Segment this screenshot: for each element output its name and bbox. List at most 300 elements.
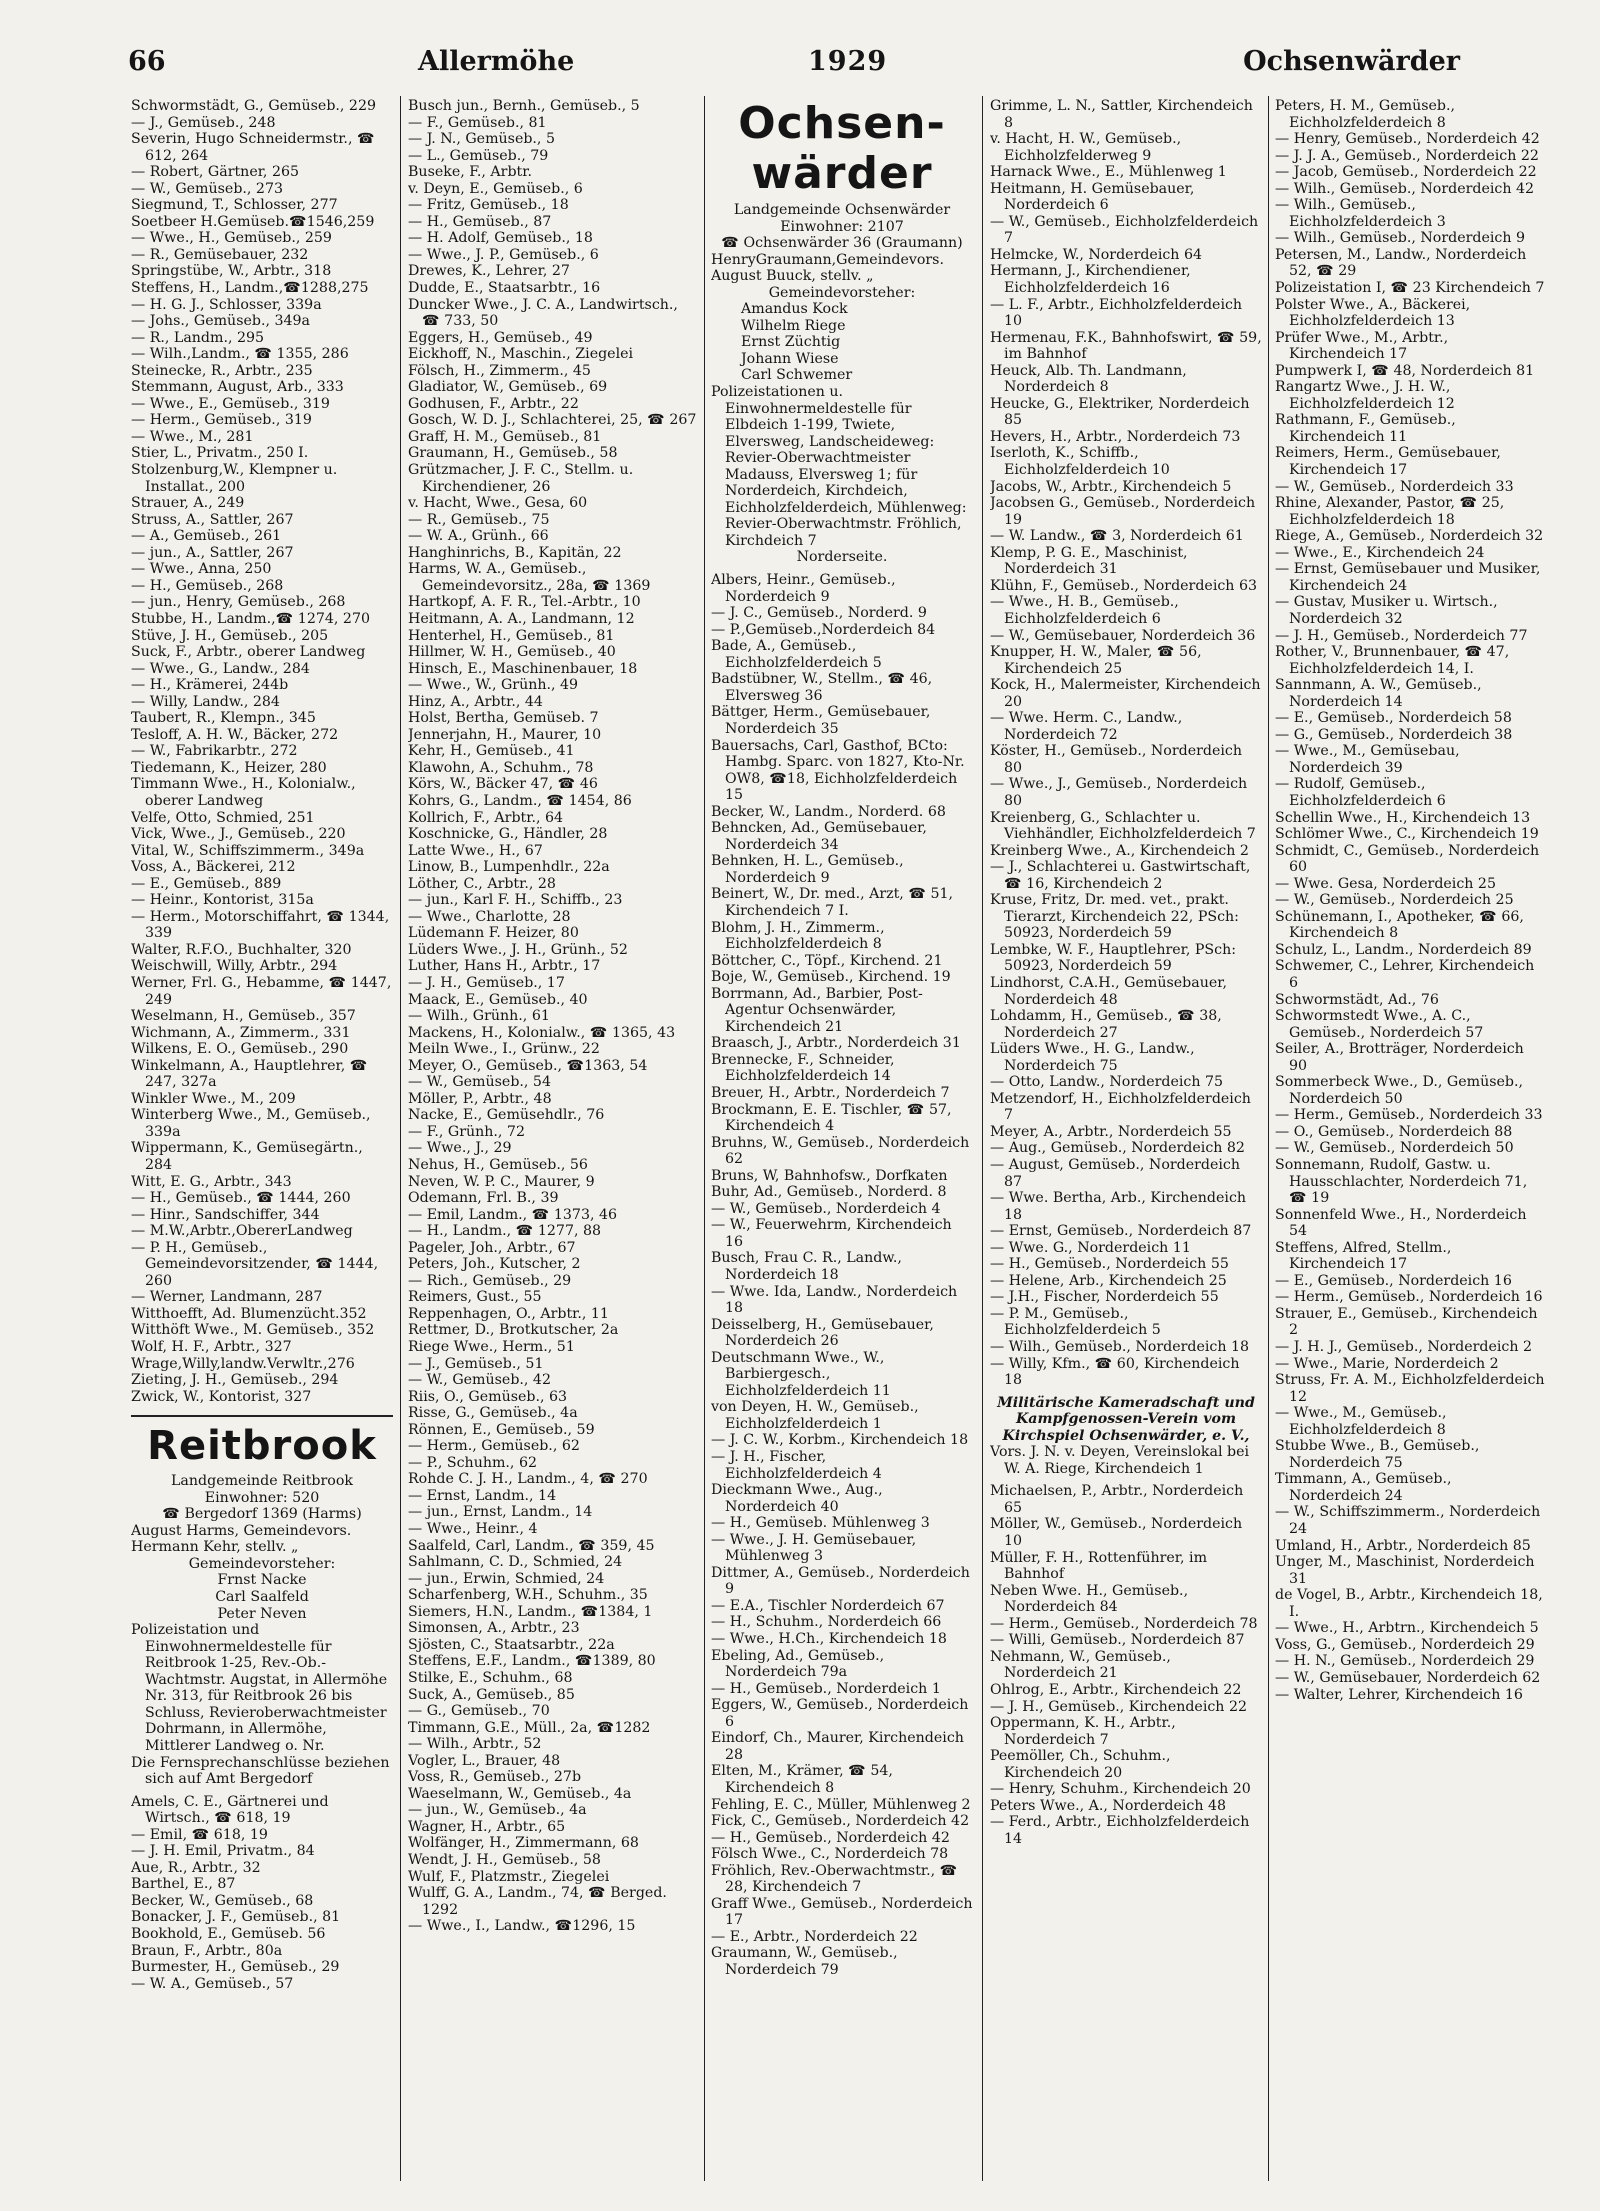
column-divider bbox=[982, 96, 983, 2181]
header-right-place: Ochsenwärder bbox=[1243, 46, 1460, 77]
list-item: Timmann, A., Gemüseb., Norderdeich 24 bbox=[1275, 1471, 1452, 1504]
list-item: HenryGraumann,Gemeindevors. bbox=[711, 251, 944, 268]
list-item: — J. N., Gemüseb., 5 bbox=[408, 131, 555, 148]
list-item: — W., Gemüseb., Norderdeich 4 bbox=[711, 1200, 941, 1217]
list-item: Jacobs, W., Arbtr., Kirchendeich 5 bbox=[990, 478, 1232, 495]
list-item: Risse, G., Gemüseb., 4a bbox=[408, 1405, 578, 1422]
list-item: Rettmer, D., Brotkutscher, 2a bbox=[408, 1322, 619, 1339]
list-item: Steffens, H., Landm.,☎1288,275 bbox=[131, 280, 369, 297]
list-item: Rother, V., Brunnenbauer, ☎ 47, Eichholzfelderdeich 14, I. bbox=[1275, 644, 1510, 677]
list-item: — Herm., Gemüseb., Norderdeich 78 bbox=[990, 1615, 1258, 1632]
list-item: Lindhorst, C.A.H., Gemüsebauer, Norderdeich 48 bbox=[990, 974, 1227, 1008]
list-item: — Werner, Landmann, 287 bbox=[131, 1289, 323, 1306]
list-item: — J. H., Gemüseb., 17 bbox=[408, 974, 565, 991]
list-item: — Otto, Landw., Norderdeich 75 bbox=[990, 1074, 1224, 1091]
list-item: — W. A., Gemüseb., 57 bbox=[131, 1975, 294, 1992]
list-item: Brennecke, F., Schneider, Eichholzfelderdeich 14 bbox=[711, 1051, 895, 1085]
list-item: Neben Wwe. H., Gemüseb., Norderdeich 84 bbox=[990, 1582, 1189, 1616]
column-2 bbox=[408, 98, 698, 2178]
list-item: Struss, A., Sattler, 267 bbox=[131, 511, 294, 528]
list-item: Velfe, Otto, Schmied, 251 bbox=[131, 809, 315, 826]
list-item: Becker, W., Gemüseb., 68 bbox=[131, 1892, 314, 1909]
list-item: Schwemer, C., Lehrer, Kirchendeich 6 bbox=[1275, 958, 1535, 991]
list-item: Pageler, Joh., Arbtr., 67 bbox=[408, 1239, 576, 1256]
list-item: Suck, F., Arbtr., oberer Landweg bbox=[131, 644, 366, 661]
list-item: — H., Gemüseb., Norderdeich 42 bbox=[711, 1829, 950, 1846]
ochsenwaerder-officials bbox=[711, 252, 973, 285]
list-item: — F., Gemüseb., 81 bbox=[408, 114, 547, 131]
list-item: Metzendorf, H., Eichholzfelderdeich 7 bbox=[990, 1090, 1251, 1124]
list-item: — Wwe., J. H. Gemüsebauer, Mühlenweg 3 bbox=[711, 1531, 917, 1565]
list-item: Kohrs, G., Landm., ☎ 1454, 86 bbox=[408, 792, 632, 809]
list-item: Riis, O., Gemüseb., 63 bbox=[408, 1388, 568, 1405]
list-item: — jun., W., Gemüseb., 4a bbox=[408, 1802, 587, 1819]
list-item: — Hinr., Sandschiffer, 344 bbox=[131, 1206, 320, 1223]
list-item: Kreinberg Wwe., A., Kirchendeich 2 bbox=[990, 842, 1249, 859]
list-item: Witt, E. G., Arbtr., 343 bbox=[131, 1173, 292, 1190]
list-item: — H., Gemüseb., ☎ 1444, 260 bbox=[131, 1190, 351, 1207]
list-item: Steinecke, R., Arbtr., 235 bbox=[131, 362, 313, 379]
list-item: — Robert, Gärtner, 265 bbox=[131, 164, 300, 181]
list-item: — J., Gemüseb., 51 bbox=[408, 1355, 544, 1372]
list-item: Tesloff, A. H. W., Bäcker, 272 bbox=[131, 726, 339, 743]
list-item: Helmcke, W., Norderdeich 64 bbox=[990, 246, 1203, 263]
list-item: — Emil, ☎ 618, 19 bbox=[131, 1826, 268, 1843]
list-item: Schwormstädt, G., Gemüseb., 229 bbox=[131, 98, 377, 114]
list-item: Stubbe, H., Landm.,☎ 1274, 270 bbox=[131, 610, 370, 627]
list-item: — O., Gemüseb., Norderdeich 88 bbox=[1275, 1123, 1513, 1140]
list-item: Braasch, J., Arbtr., Norderdeich 31 bbox=[711, 1035, 961, 1052]
list-item: Witthöft Wwe., M. Gemüseb., 352 bbox=[131, 1322, 375, 1339]
list-item: — jun., Henry, Gemüseb., 268 bbox=[131, 594, 346, 611]
list-item: Fröhlich, Rev.-Oberwachtmstr., ☎ 28, Kirchendeich 7 bbox=[711, 1862, 958, 1896]
list-item: Werner, Frl. G., Hebamme, ☎ 1447, 249 bbox=[131, 974, 392, 1008]
list-item: Graff, H. M., Gemüseb., 81 bbox=[408, 428, 602, 445]
list-item: Koschnicke, G., Händler, 28 bbox=[408, 826, 608, 843]
list-item: — J. C. W., Korbm., Kirchendeich 18 bbox=[711, 1432, 969, 1449]
list-item: Stubbe Wwe., B., Gemüseb., Norderdeich 75 bbox=[1275, 1438, 1480, 1471]
list-item: Carl Saalfeld bbox=[215, 1589, 309, 1606]
list-item: Meyer, O., Gemüseb., ☎1363, 54 bbox=[408, 1057, 648, 1074]
list-item: Ohlrog, E., Arbtr., Kirchendeich 22 bbox=[990, 1681, 1242, 1698]
list-item: Stilke, E., Schuhm., 68 bbox=[408, 1669, 573, 1686]
list-item: de Vogel, B., Arbtr., Kirchendeich 18, I. bbox=[1275, 1587, 1543, 1620]
list-item: Siegmund, T., Schlosser, 277 bbox=[131, 197, 338, 214]
list-item: Umland, H., Arbtr., Norderdeich 85 bbox=[1275, 1537, 1531, 1554]
list-item: — Heinr., Kontorist, 315a bbox=[131, 892, 314, 909]
list-item: Fölsch Wwe., C., Norderdeich 78 bbox=[711, 1846, 949, 1863]
list-item: Bruns, W, Bahnhofsw., Dorfkaten bbox=[711, 1167, 948, 1184]
list-item: Meyer, A., Arbtr., Norderdeich 55 bbox=[990, 1123, 1232, 1140]
list-item: ☎ Ochsenwärder 36 (Graumann) bbox=[721, 235, 963, 252]
list-item: — F., Grünh., 72 bbox=[408, 1123, 525, 1140]
list-item: Vital, W., Schiffszimmerm., 349a bbox=[131, 842, 365, 859]
list-item: — E., Gemüseb., 889 bbox=[131, 875, 282, 892]
list-item: Reppenhagen, O., Arbtr., 11 bbox=[408, 1305, 609, 1322]
list-item: Saalfeld, Carl, Landm., ☎ 359, 45 bbox=[408, 1537, 655, 1554]
list-item: — Wwe., M., Gemüsebau, Norderdeich 39 bbox=[1275, 743, 1460, 776]
list-item: Linow, B., Lumpenhdlr., 22a bbox=[408, 859, 610, 876]
list-item: Michaelsen, P., Arbtr., Norderdeich 65 bbox=[990, 1483, 1244, 1516]
list-item: — W., Gemüseb., 54 bbox=[408, 1074, 551, 1091]
list-item: Frnst Nacke bbox=[217, 1572, 307, 1589]
list-item: Brockmann, E. E. Tischler, ☎ 57, Kirchendeich 4 bbox=[711, 1101, 952, 1135]
list-item: Knupper, H. W., Maler, ☎ 56, Kirchendeich 25 bbox=[990, 644, 1202, 677]
list-item: — R., Gemüseb., 75 bbox=[408, 511, 550, 528]
list-item: v. Deyn, E., Gemüseb., 6 bbox=[408, 180, 583, 197]
list-item: Stier, L., Privatm., 250 I. bbox=[131, 445, 309, 462]
list-item: Heitmann, A. A., Landmann, 12 bbox=[408, 610, 635, 627]
list-item: Eggers, W., Gemüseb., Norderdeich 6 bbox=[711, 1697, 969, 1730]
list-item: — H., Gemüseb., 87 bbox=[408, 213, 552, 230]
list-item: — Henry, Schuhm., Kirchendeich 20 bbox=[990, 1781, 1251, 1798]
list-item: Meiln Wwe., I., Grünw., 22 bbox=[408, 1041, 600, 1058]
list-item: — J. C., Gemüseb., Norderd. 9 bbox=[711, 605, 927, 622]
list-item: Elten, M., Krämer, ☎ 54, Kirchendeich 8 bbox=[711, 1763, 893, 1796]
list-item: Lüders Wwe., H. G., Landw., Norderdeich 75 bbox=[990, 1041, 1195, 1074]
list-item: — W., Gemüsebauer, Norderdeich 36 bbox=[990, 627, 1256, 644]
ochsenwaerder-police-note: Polizeistationen u. Einwohnermeldestelle für Elbdeich 1-199, Twiete, Elversweg, Landscheideweg: Revier-Oberwachtmeister Madauss, Elversweg 1; für Norderdeich, Kirchdeich, Eichholzfelderdeich, Mühlenweg: Revier-Oberwachtmstr. Fröhlich, Kirchdeich 7 bbox=[711, 384, 967, 549]
list-item: Godhusen, F., Arbtr., 22 bbox=[408, 395, 579, 412]
list-item: — P. M., Gemüseb., Eichholzfelderdeich 5 bbox=[990, 1305, 1161, 1339]
list-item: Weischwill, Willy, Arbtr., 294 bbox=[131, 958, 338, 975]
list-item: Buseke, F., Arbtr. bbox=[408, 164, 532, 181]
list-item: Voss, A., Bäckerei, 212 bbox=[131, 859, 296, 876]
list-item: Vogler, L., Brauer, 48 bbox=[408, 1752, 561, 1769]
list-item: Witthoefft, Ad. Blumenzücht.352 bbox=[131, 1305, 367, 1322]
column-divider bbox=[400, 96, 401, 2181]
list-item: Eindorf, Ch., Maurer, Kirchendeich 28 bbox=[711, 1730, 964, 1763]
list-item: Vick, Wwe., J., Gemüseb., 220 bbox=[131, 826, 346, 843]
list-item: — Wwe., H. B., Gemüseb., Eichholzfelderdeich 6 bbox=[990, 594, 1179, 627]
list-item: Hinz, A., Arbtr., 44 bbox=[408, 693, 543, 710]
list-item: Odemann, Frl. B., 39 bbox=[408, 1190, 559, 1207]
list-item: — E.A., Tischler Norderdeich 67 bbox=[711, 1597, 945, 1614]
list-item: Wolf, H. F., Arbtr., 327 bbox=[131, 1339, 292, 1356]
list-item: Kruse, Fritz, Dr. med. vet., prakt. Tierarzt, Kirchendeich 22, PSch: 50923, Norderdeich 59 bbox=[990, 892, 1239, 942]
list-item: Landgemeinde Ochsenwärder bbox=[733, 202, 951, 218]
list-item: Badstübner, W., Stellm., ☎ 46, Elversweg 36 bbox=[711, 671, 933, 704]
list-item: Fehling, E. C., Müller, Mühlenweg 2 bbox=[711, 1796, 971, 1813]
list-item: Reimers, Herm., Gemüsebauer, Kirchendeich 17 bbox=[1275, 445, 1501, 479]
list-item: — Rich., Gemüseb., 29 bbox=[408, 1272, 572, 1289]
list-item: Grützmacher, J. F. C., Stellm. u. Kirchendiener, 26 bbox=[408, 462, 634, 495]
list-item: Klawohn, A., Schuhm., 78 bbox=[408, 759, 594, 776]
list-item: Taubert, R., Klempn., 345 bbox=[131, 710, 316, 727]
list-item: Kehr, H., Gemüseb., 41 bbox=[408, 743, 575, 760]
section-title-ochsenwaerder-1: Ochsen- bbox=[738, 98, 946, 149]
list-item: Tiedemann, K., Heizer, 280 bbox=[131, 759, 327, 776]
list-item: Winkelmann, A., Hauptlehrer, ☎ 247, 327a bbox=[131, 1057, 368, 1091]
list-item: Burmester, H., Gemüseb., 29 bbox=[131, 1959, 340, 1976]
list-item: Hermann, J., Kirchendiener, Eichholzfelderdeich 16 bbox=[990, 263, 1191, 297]
list-item: Hillmer, W. H., Gemüseb., 40 bbox=[408, 644, 616, 661]
list-item: — Wwe., E., Gemüseb., 319 bbox=[131, 395, 330, 412]
list-item: — J. H., Fischer, Eichholzfelderdeich 4 bbox=[711, 1449, 882, 1482]
list-item: Luther, Hans H., Arbtr., 17 bbox=[408, 958, 601, 975]
list-item: Timmann, G.E., Müll., 2a, ☎1282 bbox=[408, 1719, 651, 1736]
list-item: — Willy, Landw., 284 bbox=[131, 693, 280, 710]
list-item: Behncken, Ad., Gemüsebauer, Norderdeich 34 bbox=[711, 820, 927, 853]
ochsenwaerder-board bbox=[711, 301, 973, 384]
list-item: Wendt, J. H., Gemüseb., 58 bbox=[408, 1851, 601, 1868]
list-item: — Wwe., W., Grünh., 49 bbox=[408, 677, 579, 694]
list-item: — Wwe., H.Ch., Kirchendeich 18 bbox=[711, 1631, 947, 1648]
list-item: Heucke, G., Elektriker, Norderdeich 85 bbox=[990, 395, 1250, 429]
list-item: Struss, Fr. A. M., Eichholzfelderdeich 12 bbox=[1275, 1372, 1545, 1405]
list-item: Wilhelm Riege bbox=[741, 317, 846, 334]
list-item: Bonacker, J. F., Gemüseb., 81 bbox=[131, 1909, 341, 1926]
list-item: Sonnemann, Rudolf, Gastw. u. Hausschlachter, Norderdeich 71, ☎ 19 bbox=[1275, 1157, 1528, 1207]
list-item: Suck, A., Gemüseb., 85 bbox=[408, 1686, 575, 1703]
list-item: Rhine, Alexander, Pastor, ☎ 25, Eichholzfelderdeich 18 bbox=[1275, 495, 1505, 528]
list-item: — R., Landm., 295 bbox=[131, 329, 265, 346]
list-item: — Wilh., Grünh., 61 bbox=[408, 1008, 550, 1025]
list-item: Polster Wwe., A., Bäckerei, Eichholzfelderdeich 13 bbox=[1275, 296, 1471, 330]
list-item: Strauer, E., Gemüseb., Kirchendeich 2 bbox=[1275, 1305, 1538, 1339]
list-item: — M.W.,Arbtr.,ObererLandweg bbox=[131, 1223, 353, 1240]
list-item: Walter, R.F.O., Buchhalter, 320 bbox=[131, 941, 352, 958]
list-item: Latte Wwe., H., 67 bbox=[408, 842, 543, 859]
list-item: — W., Feuerwehrm, Kirchendeich 16 bbox=[711, 1217, 952, 1250]
column-divider bbox=[1268, 96, 1269, 2181]
list-item: Beinert, W., Dr. med., Arzt, ☎ 51, Kirchendeich 7 I. bbox=[711, 886, 954, 919]
list-item: — Wwe., Anna, 250 bbox=[131, 561, 272, 578]
list-item: Becker, W., Landm., Norderd. 68 bbox=[711, 803, 946, 820]
list-item: Boje, W., Gemüseb., Kirchend. 19 bbox=[711, 969, 951, 986]
list-item: Breuer, H., Arbtr., Norderdeich 7 bbox=[711, 1084, 950, 1101]
entry-list bbox=[1275, 98, 1545, 1703]
list-item: — Jacob, Gemüseb., Norderdeich 22 bbox=[1275, 164, 1537, 181]
list-item: Zwick, W., Kontorist, 327 bbox=[131, 1388, 312, 1405]
list-item: — P.,Gemüseb.,Norderdeich 84 bbox=[711, 621, 936, 638]
list-item: — E., Arbtr., Norderdeich 22 bbox=[711, 1928, 918, 1945]
list-item: Bättger, Herm., Gemüsebauer, Norderdeich 35 bbox=[711, 704, 931, 737]
list-item: — Wwe., M., Gemüseb., Eichholzfelderdeich 8 bbox=[1275, 1405, 1447, 1438]
list-item: Steffens, E.F., Landm., ☎1389, 80 bbox=[408, 1653, 656, 1670]
ochsenwaerder-entries bbox=[711, 572, 973, 1978]
list-item: Voss, G., Gemüseb., Norderdeich 29 bbox=[1275, 1636, 1535, 1653]
list-item: Reimers, Gust., 55 bbox=[408, 1289, 542, 1306]
list-item: ☎ Bergedorf 1369 (Harms) bbox=[162, 1506, 362, 1523]
list-item: Bookhold, E., Gemüseb. 56 bbox=[131, 1925, 326, 1942]
list-item: Möller, P., Arbtr., 48 bbox=[408, 1090, 552, 1107]
list-item: Holst, Bertha, Gemüseb. 7 bbox=[408, 710, 599, 727]
list-item: Hartkopf, A. F. R., Tel.-Arbtr., 10 bbox=[408, 594, 641, 611]
list-item: — jun., Karl F. H., Schiffb., 23 bbox=[408, 892, 623, 909]
list-item: — W., Gemüseb., Norderdeich 25 bbox=[1275, 892, 1514, 909]
list-item: Waeselmann, W., Gemüseb., 4a bbox=[408, 1785, 632, 1802]
list-item: — Wwe., Marie, Norderdeich 2 bbox=[1275, 1355, 1499, 1372]
list-item: — Rudolf, Gemüseb., Eichholzfelderdeich 6 bbox=[1275, 776, 1446, 809]
list-item: Unger, M., Maschinist, Norderdeich 31 bbox=[1275, 1554, 1535, 1587]
list-item: Buhr, Ad., Gemüseb., Norderd. 8 bbox=[711, 1184, 947, 1201]
list-item: Bruhns, W., Gemüseb., Norderdeich 62 bbox=[711, 1134, 970, 1168]
list-item: — Wwe., H., Gemüseb., 259 bbox=[131, 230, 332, 247]
header-year: 1929 bbox=[808, 46, 888, 77]
list-item: — Wwe. Herm. C., Landw., Norderdeich 72 bbox=[990, 710, 1183, 743]
list-item: — Wwe., Charlotte, 28 bbox=[408, 908, 571, 925]
list-item: Winkler Wwe., M., 209 bbox=[131, 1090, 296, 1107]
list-item: — W., Gemüseb., Norderdeich 50 bbox=[1275, 1140, 1514, 1157]
list-item: Rönnen, E., Gemüseb., 59 bbox=[408, 1421, 595, 1438]
list-item: Wulf, F., Platzmstr., Ziegelei bbox=[408, 1868, 610, 1885]
list-item: Landgemeinde Reitbrook bbox=[171, 1473, 353, 1490]
list-item: — Ferd., Arbtr., Eichholzfelderdeich 14 bbox=[990, 1814, 1250, 1847]
reitbrook-police-note: Polizeistation und Einwohnermeldestelle für Reitbrook 1-25, Rev.-Ob.-Wachtmstr. Augstat, in Allermöhe Nr. 313, für Reitbrook 26 bis Schluss, Revieroberwachtmeister Dohrmann, in Allermöhe, Mittlerer Landweg o. Nr. bbox=[131, 1622, 388, 1754]
list-item: Busch jun., Bernh., Gemüseb., 5 bbox=[408, 98, 640, 114]
list-item: Klemp, P. G. E., Maschinist, Norderdeich 31 bbox=[990, 544, 1188, 578]
list-item: Strauer, A., 249 bbox=[131, 495, 245, 512]
page-header bbox=[128, 46, 1460, 86]
verein-title: Militärische Kameradschaft und Kampfgenossen-Verein vom Kirchspiel Ochsenwärder, e. V., bbox=[997, 1394, 1255, 1444]
list-item: von Deyen, H. W., Gemüseb., Eichholzfelderdeich 1 bbox=[711, 1399, 919, 1432]
list-item: Peters Wwe., A., Norderdeich 48 bbox=[990, 1797, 1227, 1814]
list-item: — Johs., Gemüseb., 349a bbox=[131, 313, 311, 330]
reitbrook-board-label: Gemeindevorsteher: bbox=[188, 1555, 336, 1572]
list-item: — H., Gemüseb., Norderdeich 55 bbox=[990, 1256, 1229, 1273]
list-item: Polizeistation I, ☎ 23 Kirchendeich 7 bbox=[1275, 280, 1545, 297]
list-item: — E., Gemüseb., Norderdeich 16 bbox=[1275, 1272, 1512, 1289]
list-item: Wrage,Willy,landw.Verwltr.,276 bbox=[131, 1355, 355, 1372]
list-item: Wichmann, A., Zimmerm., 331 bbox=[131, 1024, 351, 1041]
list-item: Körs, W., Bäcker 47, ☎ 46 bbox=[408, 776, 598, 793]
list-item: — Wwe., H., Arbtrn., Kirchendeich 5 bbox=[1275, 1620, 1539, 1637]
list-item: Behnken, H. L., Gemüseb., Norderdeich 9 bbox=[711, 853, 904, 886]
list-item: Hanghinrichs, B., Kapitän, 22 bbox=[408, 544, 622, 561]
list-item: Lohdamm, H., Gemüseb., ☎ 38, Norderdeich 27 bbox=[990, 1008, 1222, 1041]
list-item: — Herm., Gemüseb., Norderdeich 16 bbox=[1275, 1289, 1543, 1306]
reitbrook-intro bbox=[131, 1473, 393, 1523]
column-5 bbox=[1275, 98, 1545, 2178]
list-item: — Wilh., Gemüseb., Norderdeich 18 bbox=[990, 1339, 1250, 1356]
list-item: Simonsen, A., Arbtr., 23 bbox=[408, 1620, 580, 1637]
list-item: Henterhel, H., Gemüseb., 81 bbox=[408, 627, 615, 644]
list-item: Graff Wwe., Gemüseb., Norderdeich 17 bbox=[711, 1895, 973, 1929]
list-item: — A., Gemüseb., 261 bbox=[131, 528, 282, 545]
list-item: Prüfer Wwe., M., Arbtr., Kirchendeich 17 bbox=[1275, 329, 1449, 363]
list-item: Einwohner: 2107 bbox=[780, 218, 904, 235]
list-item: Schulz, L., Landm., Norderdeich 89 bbox=[1275, 941, 1532, 958]
list-item: Bauersachs, Carl, Gasthof, BCto: Hambg. Sparc. von 1827, Kto-Nr. OW8, ☎18, Eichholzfelderdeich 15 bbox=[711, 737, 965, 804]
list-item: — Wwe. Gesa, Norderdeich 25 bbox=[1275, 875, 1496, 892]
list-item: — jun., Erwin, Schmied, 24 bbox=[408, 1570, 605, 1587]
list-item: — H., Gemüseb., 268 bbox=[131, 577, 284, 594]
list-item: Kreienberg, G., Schlachter u. Viehhändler, Eichholzfelderdeich 7 bbox=[990, 809, 1256, 843]
list-item: Peter Neven bbox=[217, 1605, 307, 1622]
list-item: Hevers, H., Arbtr., Norderdeich 73 bbox=[990, 428, 1241, 445]
list-item: Iserloth, K., Schiffb., Eichholzfelderdeich 10 bbox=[990, 445, 1170, 479]
list-item: Stolzenburg,W., Klempner u. Installat., 200 bbox=[131, 462, 338, 495]
reitbrook-board bbox=[131, 1572, 393, 1622]
list-item: — J., Schlachterei u. Gastwirtschaft, ☎ 16, Kirchendeich 2 bbox=[990, 859, 1251, 892]
list-item: Amandus Kock bbox=[741, 301, 848, 318]
list-item: Lüdemann F. Heizer, 80 bbox=[408, 925, 579, 942]
column-1 bbox=[131, 98, 393, 2178]
list-item: Klühn, F., Gemüseb., Norderdeich 63 bbox=[990, 577, 1257, 594]
list-item: Eickhoff, N., Maschin., Ziegelei bbox=[408, 346, 634, 363]
column-3 bbox=[711, 98, 973, 2178]
list-item: — August, Gemüseb., Norderdeich 87 bbox=[990, 1157, 1241, 1190]
list-item: Schwormstädt, Ad., 76 bbox=[1275, 991, 1439, 1008]
list-item: Gladiator, W., Gemüseb., 69 bbox=[408, 379, 608, 396]
list-item: — W., Schiffszimmerm., Norderdeich 24 bbox=[1275, 1504, 1541, 1538]
list-item: Dudde, E., Staatsarbtr., 16 bbox=[408, 280, 601, 297]
entry-list bbox=[990, 1483, 1262, 1847]
list-item: Fick, C., Gemüseb., Norderdeich 42 bbox=[711, 1813, 970, 1830]
list-item: Timmann Wwe., H., Kolonialw., oberer Landweg bbox=[131, 776, 356, 809]
list-item: Winterberg Wwe., M., Gemüseb., 339a bbox=[131, 1107, 371, 1140]
list-item: Neven, W. P. C., Maurer, 9 bbox=[408, 1173, 595, 1190]
list-item: — Wwe., J. P., Gemüseb., 6 bbox=[408, 246, 599, 263]
list-item: Dieckmann Wwe., Aug., Norderdeich 40 bbox=[711, 1482, 883, 1515]
list-item: Harms, W. A., Gemüseb., Gemeindevorsitz., 28a, ☎ 1369 bbox=[408, 561, 651, 594]
list-item: — Herm., Gemüseb., Norderdeich 33 bbox=[1275, 1107, 1543, 1124]
list-item: — Wwe., M., 281 bbox=[131, 428, 254, 445]
list-item: — H., Schuhm., Norderdeich 66 bbox=[711, 1614, 942, 1631]
list-item: Graumann, W., Gemüseb., Norderdeich 79 bbox=[711, 1945, 898, 1978]
list-item: — Emil, Landm., ☎ 1373, 46 bbox=[408, 1206, 618, 1223]
list-item: — H., Gemüseb. Mühlenweg 3 bbox=[711, 1515, 930, 1532]
list-item: Heitmann, H. Gemüsebauer, Norderdeich 6 bbox=[990, 180, 1195, 214]
list-item: Jennerjahn, H., Maurer, 10 bbox=[408, 726, 602, 743]
list-item: Braun, F., Arbtr., 80a bbox=[131, 1942, 283, 1959]
list-item: Kock, H., Malermeister, Kirchendeich 20 bbox=[990, 677, 1261, 710]
list-item: Wagner, H., Arbtr., 65 bbox=[408, 1818, 566, 1835]
list-item: — Helene, Arb., Kirchendeich 25 bbox=[990, 1272, 1227, 1289]
list-item: Lüders Wwe., J. H., Grünh., 52 bbox=[408, 941, 628, 958]
list-item: Sahlmann, C. D., Schmied, 24 bbox=[408, 1554, 623, 1571]
list-item: — G., Gemüseb., Norderdeich 38 bbox=[1275, 726, 1513, 743]
section-rule bbox=[131, 1415, 393, 1417]
list-item: Barthel, E., 87 bbox=[131, 1876, 236, 1893]
list-item: — Wilh., Gemüseb., Eichholzfelderdeich 3 bbox=[1275, 197, 1446, 230]
list-item: — Wwe., I., Landw., ☎1296, 15 bbox=[408, 1918, 636, 1935]
list-item: Petersen, M., Landw., Norderdeich 52, ☎ 29 bbox=[1275, 246, 1527, 280]
list-item: — Herm., Gemüseb., 62 bbox=[408, 1438, 580, 1455]
list-item: — Aug., Gemüseb., Norderdeich 82 bbox=[990, 1140, 1245, 1157]
list-item: Weselmann, H., Gemüseb., 357 bbox=[131, 1008, 356, 1025]
list-item: Bade, A., Gemüseb., Eichholzfelderdeich 5 bbox=[711, 638, 882, 671]
list-item: — Wilh.,Landm., ☎ 1355, 286 bbox=[131, 346, 349, 363]
list-item: Möller, W., Gemüseb., Norderdeich 10 bbox=[990, 1516, 1243, 1550]
reitbrook-phone-note: Die Fernsprechanschlüsse beziehen sich auf Amt Bergedorf bbox=[131, 1754, 390, 1788]
list-item: Seiler, A., Brotträger, Norderdeich 90 bbox=[1275, 1041, 1524, 1074]
list-item: — Ernst, Gemüseb., Norderdeich 87 bbox=[990, 1223, 1252, 1240]
reitbrook-officials bbox=[131, 1523, 393, 1556]
list-item: August Buuck, stellv. „ bbox=[711, 268, 874, 285]
list-item: Hermann Kehr, stellv. „ bbox=[131, 1539, 299, 1556]
ochsenwaerder-intro bbox=[711, 202, 973, 252]
list-item: Köster, H., Gemüseb., Norderdeich 80 bbox=[990, 743, 1242, 776]
list-item: Drewes, K., Lehrer, 27 bbox=[408, 263, 570, 280]
list-item: Grimme, L. N., Sattler, Kirchendeich 8 bbox=[990, 98, 1253, 131]
list-item: Einwohner: 520 bbox=[204, 1489, 320, 1506]
list-item: — W., Gemüseb., 42 bbox=[408, 1372, 551, 1389]
section-subtitle: Norderseite. bbox=[796, 549, 888, 566]
list-item: — J., Gemüseb., 248 bbox=[131, 114, 276, 131]
list-item: — W., Fabrikarbtr., 272 bbox=[131, 743, 298, 760]
entry-list bbox=[131, 98, 393, 1405]
list-item: — E., Gemüseb., Norderdeich 58 bbox=[1275, 710, 1512, 727]
list-item: Harnack Wwe., E., Mühlenweg 1 bbox=[990, 164, 1227, 181]
list-item: — R., Gemüsebauer, 232 bbox=[131, 246, 309, 263]
list-item: — Wilh., Arbtr., 52 bbox=[408, 1736, 542, 1753]
list-item: Johann Wiese bbox=[741, 350, 839, 367]
ochsenwaerder-board-label: Gemeindevorsteher: bbox=[768, 284, 916, 301]
list-item: Nehmann, W., Gemüseb., Norderdeich 21 bbox=[990, 1648, 1171, 1682]
list-item: — J.H., Fischer, Norderdeich 55 bbox=[990, 1289, 1219, 1306]
